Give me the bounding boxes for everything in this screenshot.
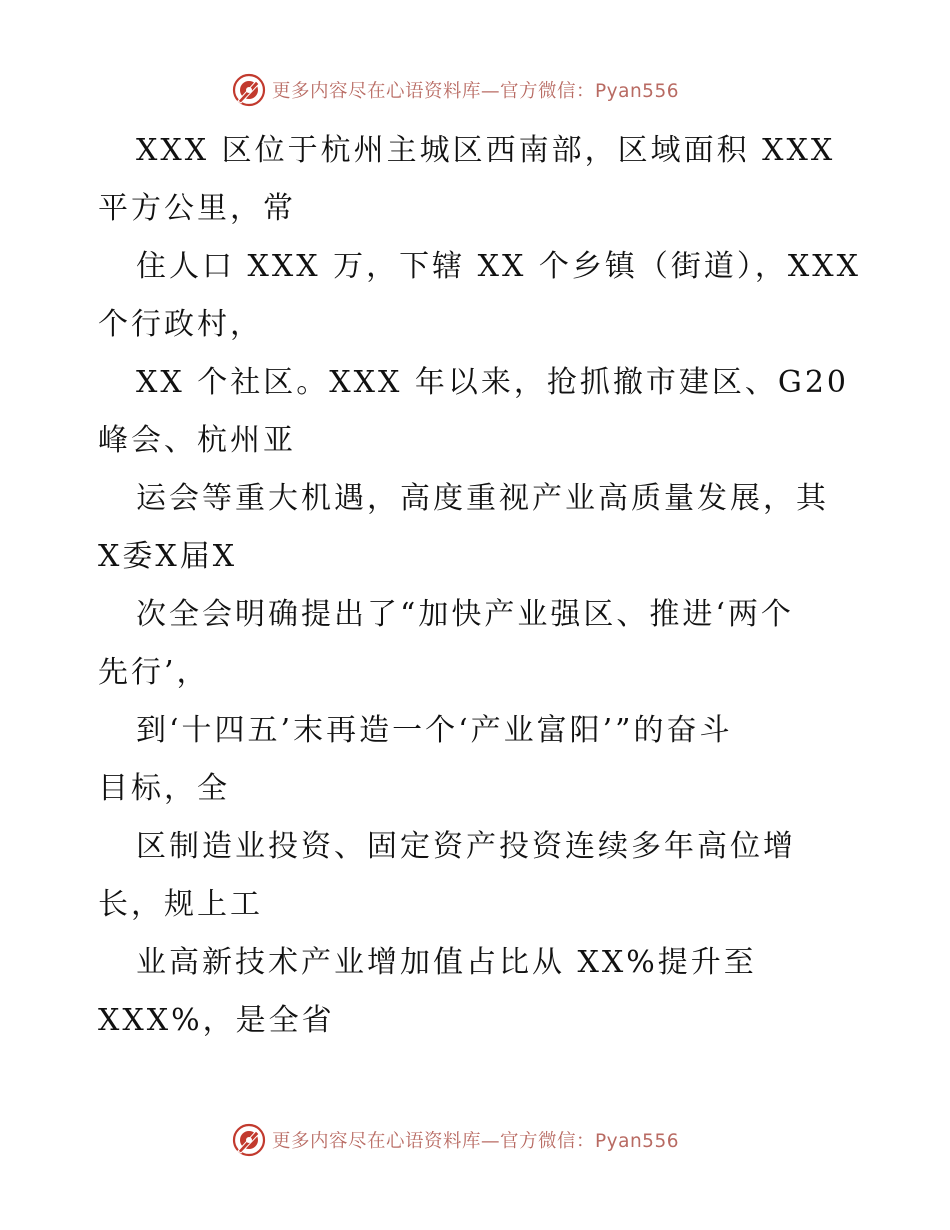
- text-line: 平方公里，常: [98, 191, 296, 226]
- pen-logo-icon: [232, 1123, 266, 1157]
- text-line: 先行’，: [98, 655, 210, 690]
- text-line: 到‘十四五’末再造一个‘产业富阳’”的奋斗: [136, 713, 733, 748]
- pen-logo-icon: [232, 73, 266, 107]
- text-line: X委X届X: [98, 539, 238, 574]
- banner-text: 更多内容尽在心语资料库—官方微信：Pyan556: [272, 81, 679, 102]
- text-line: 峰会、杭州亚: [98, 423, 296, 458]
- wechat-id: Pyan556: [595, 81, 679, 102]
- footer-banner: [232, 1122, 679, 1158]
- text-line: 区制造业投资、固定资产投资连续多年高位增: [136, 829, 796, 864]
- text-line: 运会等重大机遇，高度重视产业高质量发展，其: [136, 481, 829, 516]
- document-body: [98, 122, 862, 1050]
- wechat-id: Pyan556: [595, 1131, 679, 1152]
- text-line: 目标，全: [98, 771, 230, 806]
- text-line: XXX%，是全省: [98, 1003, 335, 1038]
- text-line: XXX 区位于杭州主城区西南部，区域面积 XXX: [136, 133, 836, 168]
- text-line: 住人口 XXX 万，下辖 XX 个乡镇（街道），XXX: [136, 249, 862, 284]
- header-banner: [232, 72, 679, 108]
- text-line: 业高新技术产业增加值占比从 XX%提升至: [136, 945, 757, 980]
- text-line: 次全会明确提出了“加快产业强区、推进‘两个: [136, 597, 794, 632]
- text-line: 个行政村，: [98, 307, 263, 342]
- text-line: 长，规上工: [98, 887, 263, 922]
- banner-text: 更多内容尽在心语资料库—官方微信：Pyan556: [272, 1131, 679, 1152]
- text-line: XX 个社区。XXX 年以来，抢抓撤市建区、G20: [136, 365, 849, 400]
